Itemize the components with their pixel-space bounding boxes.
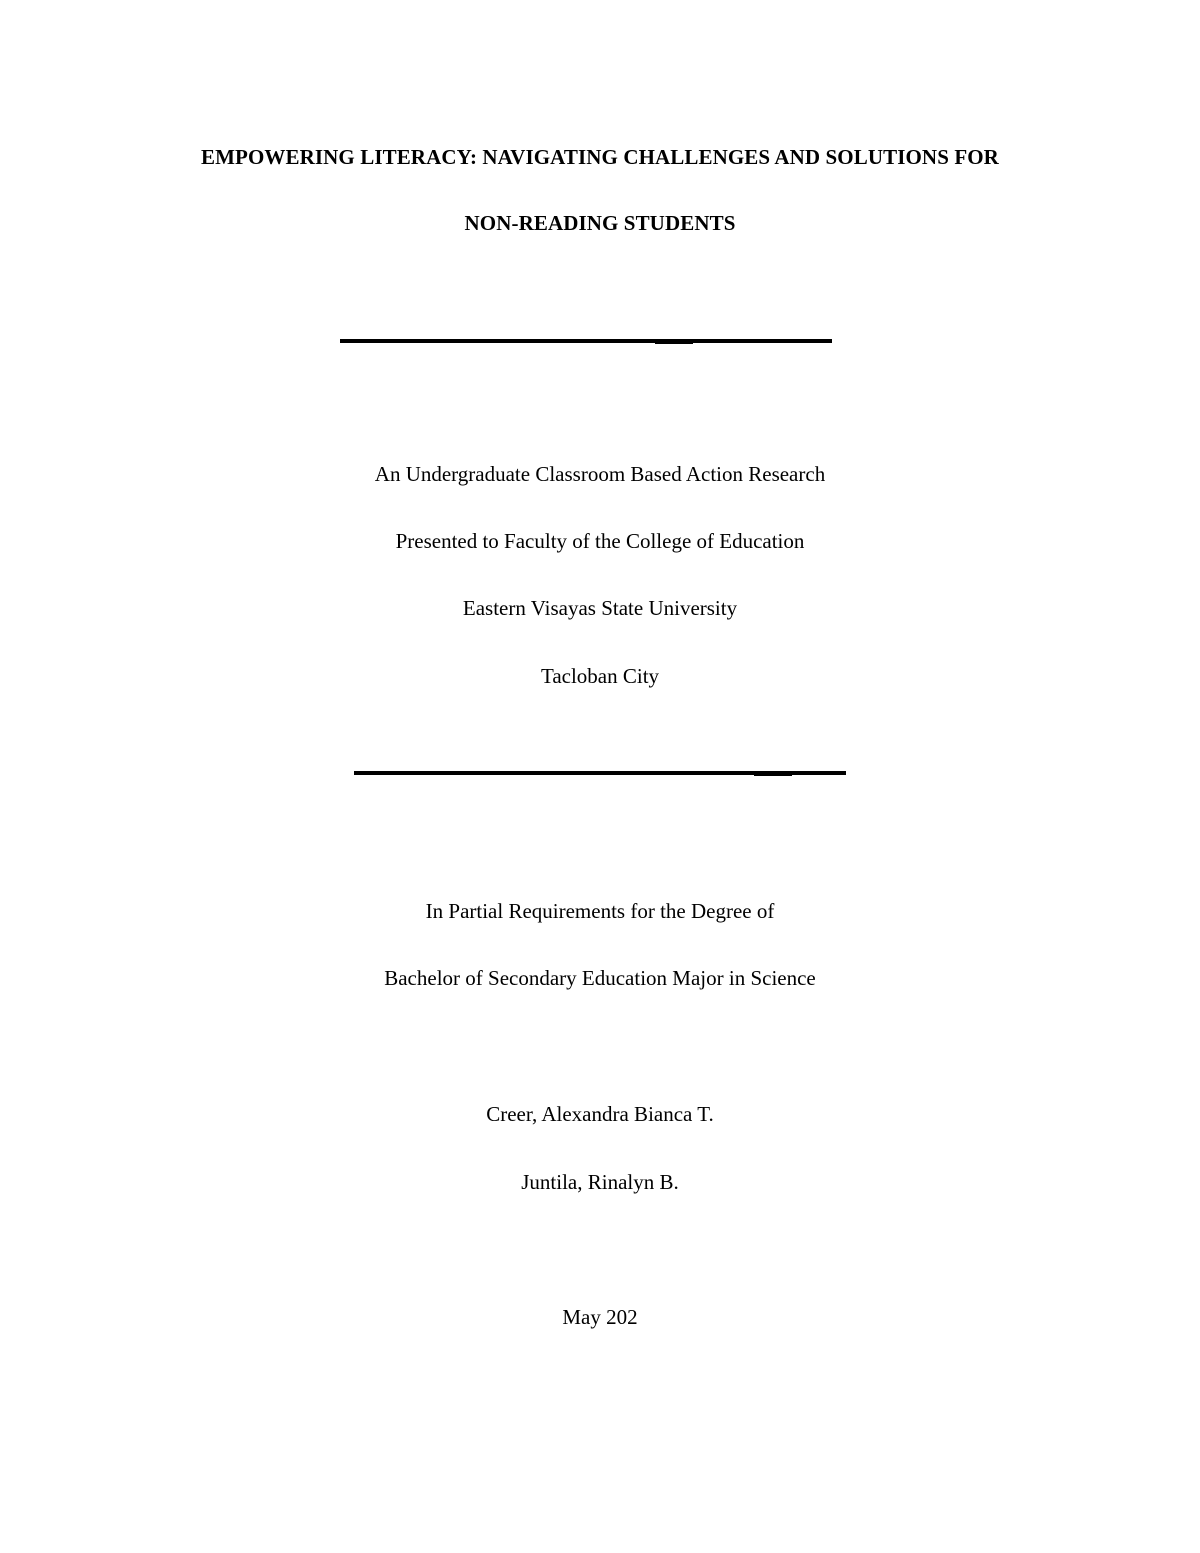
horizontal-rule-top — [340, 339, 832, 343]
rule-notch — [754, 771, 792, 776]
rule-notch — [655, 339, 693, 344]
institution-city: Tacloban City — [540, 664, 660, 688]
horizontal-rule-bottom — [354, 771, 846, 775]
title-line-2: NON-READING STUDENTS — [464, 211, 736, 235]
degree-requirement-line: In Partial Requirements for the Degree of — [425, 899, 775, 923]
submission-date: May 202 — [562, 1305, 638, 1329]
author-name: Creer, Alexandra Bianca T. — [486, 1102, 714, 1126]
author-name: Juntila, Rinalyn B. — [521, 1170, 679, 1194]
institution-name: Eastern Visayas State University — [462, 596, 738, 620]
research-type-line: An Undergraduate Classroom Based Action Research — [374, 462, 826, 486]
title-line-1: EMPOWERING LITERACY: NAVIGATING CHALLENGES AND SOLUTIONS FOR — [201, 145, 999, 169]
degree-name-line: Bachelor of Secondary Education Major in Science — [384, 966, 816, 990]
presented-to-line: Presented to Faculty of the College of Education — [395, 529, 805, 553]
